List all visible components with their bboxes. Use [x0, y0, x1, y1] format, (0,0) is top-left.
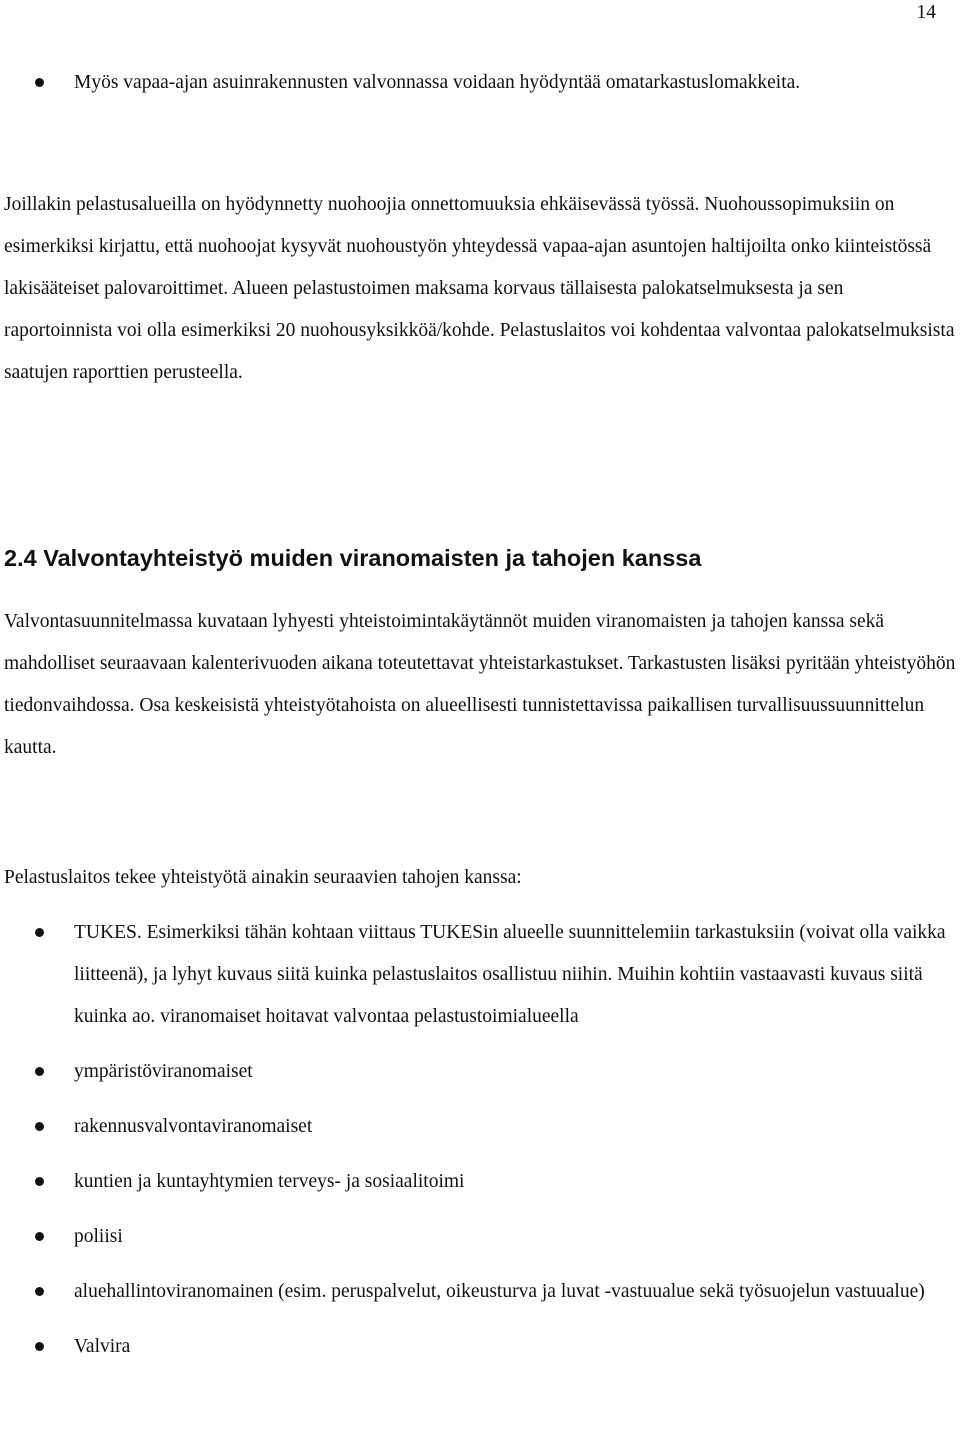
list-item: [4, 912, 956, 1038]
bullet-icon: [35, 1122, 44, 1131]
list-item: [4, 1326, 956, 1368]
bullet-icon: [35, 1067, 44, 1076]
bullet-icon: [35, 1232, 44, 1241]
bullet-icon: [35, 78, 44, 87]
bullet-icon: [35, 1287, 44, 1296]
list-item: [4, 62, 956, 104]
paragraph-text: Valvontasuunnitelmassa kuvataan lyhyesti yhteistoimintakäytännöt muiden viranomaisten ja tahojen kanssa sekä mahdolliset seuraavaan kalenterivuoden aikana toteutettavat yhteistarkastukset. Tarkastusten lisäksi pyritään yhteistyöhön tiedonvaihdossa. Osa keskeisistä yhteistyötahoista on alueellisesti tunnistettavissa paikallisen turvallisuussuunnittelun kautta.: [4, 611, 956, 758]
section-heading: 2.4 Valvontayhteistyö muiden viranomaisten ja tahojen kanssa: [4, 545, 702, 571]
paragraph-nuohoojat: [4, 184, 956, 394]
list-item: [4, 1106, 956, 1148]
list-item-text: ympäristöviranomaiset: [74, 1061, 253, 1082]
list-item-text: TUKES. Esimerkiksi tähän kohtaan viittaus TUKESin alueelle suunnittelemiin tarkastuksiin (voivat olla vaikka liitteenä), ja lyhyt kuvaus siitä kuinka pelastuslaitos osallistuu niihin. Muihin kohtiin vastaavasti kuvaus siitä kuinka ao. viranomaiset hoitavat valvontaa pelastustoimialueella: [74, 922, 946, 1027]
list-item-text: Myös vapaa-ajan asuinrakennusten valvonnassa voidaan hyödyntää omatarkastuslomakkeita.: [74, 72, 801, 93]
list-item: [4, 1051, 956, 1093]
list-item-text: aluehallintoviranomainen (esim. peruspalvelut, oikeusturva ja luvat -vastuualue sekä työsuojelun vastuualue): [74, 1281, 925, 1302]
paragraph-text: Pelastuslaitos tekee yhteistyötä ainakin seuraavien tahojen kanssa:: [4, 867, 522, 888]
list-item: [4, 1216, 956, 1258]
paragraph-text: Joillakin pelastusalueilla on hyödynnetty nuohoojia onnettomuuksia ehkäisevässä työssä. Nuohoussopimuksiin on esimerkiksi kirjattu, että nuohoojat kysyvät nuohoustyön yhteydessä vapaa-ajan asuntojen haltijoilta onko kiinteistössä lakisääteiset palovaroittimet. Alueen pelastustoimen maksama korvaus tällaisesta palokatselmuksesta ja sen raportoinnista voi olla esimerkiksi 20 nuohousyksikköä/kohde. Pelastuslaitos voi kohdentaa valvontaa palokatselmuksista saatujen raporttien perusteella.: [4, 194, 955, 383]
bullet-icon: [35, 1342, 44, 1351]
list-item-text: Valvira: [74, 1336, 131, 1357]
partners-list: [4, 912, 956, 1368]
bullet-icon: [35, 928, 44, 937]
paragraph-yhteistyo-intro: [4, 857, 956, 899]
intro-list: [4, 62, 956, 104]
list-item: [4, 1271, 956, 1313]
list-item: [4, 1161, 956, 1203]
paragraph-valvontasuunnitelma: [4, 601, 956, 769]
page-number: 14: [916, 2, 936, 23]
list-item-text: poliisi: [74, 1226, 123, 1247]
bullet-icon: [35, 1177, 44, 1186]
list-item-text: rakennusvalvontaviranomaiset: [74, 1116, 313, 1137]
list-item-text: kuntien ja kuntayhtymien terveys- ja sosiaalitoimi: [74, 1171, 465, 1192]
